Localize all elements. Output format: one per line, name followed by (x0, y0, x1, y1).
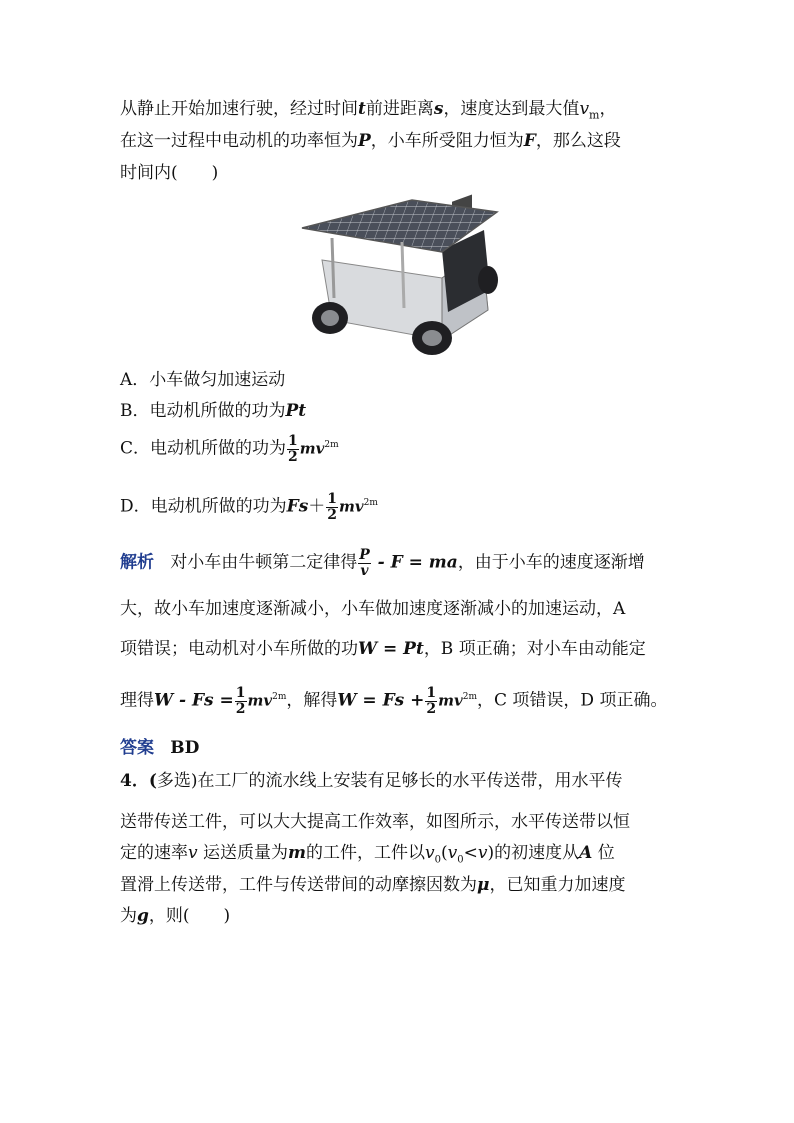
math-mu: μ (477, 875, 490, 895)
frac-den: 2 (235, 700, 246, 717)
analysis-line4 (120, 686, 667, 716)
math-mv: mv (438, 691, 463, 710)
fraction-half (287, 434, 299, 464)
text: ，由于小车的速度逐渐增 (457, 552, 645, 573)
option-b (120, 403, 306, 420)
math-W-Pt: W = Pt (358, 639, 424, 659)
text: ，速度达到最大值 (443, 99, 580, 119)
problem3-line1 (120, 101, 616, 120)
answer-label: 答案 (120, 738, 154, 758)
text: ， (599, 99, 617, 119)
text: ，已知重力加速度 (489, 875, 626, 895)
math-eq2: W = Fs + (337, 690, 425, 711)
plus-sign: ＋ (308, 496, 326, 517)
fraction-half (326, 492, 338, 522)
less-than: < (463, 843, 478, 863)
text: D．电动机所做的功为 (120, 496, 287, 517)
text: 置滑上传送带，工件与传送带间的动摩擦因数为 (120, 875, 477, 895)
frac-num: 1 (327, 491, 338, 507)
math-ma: ma (428, 552, 458, 573)
text: ，则( ) (148, 906, 231, 926)
math-mv-sup: 2m (462, 692, 477, 703)
math-g: g (137, 906, 149, 926)
fraction-half (235, 686, 247, 716)
math-m: m (288, 843, 307, 863)
problem3-line2 (120, 133, 621, 150)
frac-num: 1 (288, 433, 298, 449)
fraction-p-over-v (358, 548, 371, 578)
option-d (120, 492, 378, 522)
frac-num: 1 (426, 685, 437, 701)
frac-den: v (360, 562, 369, 579)
text: 理得 (120, 690, 154, 711)
text: ，B 项正确；对小车由动能定 (423, 639, 646, 659)
math-Pt: Pt (285, 401, 307, 421)
math-s: s (433, 99, 444, 119)
math-mv: mv (299, 439, 325, 458)
solar-car-figure (292, 190, 506, 360)
text: )的初速度从 (487, 843, 580, 863)
problem-number: 4．( (120, 771, 157, 791)
problem4-line4 (120, 877, 625, 894)
math-Fs: Fs (286, 496, 309, 517)
option-a: A．小车做匀加速运动 (120, 370, 286, 390)
text: 定的速率 (120, 843, 188, 863)
text: C．电动机所做的功为 (120, 438, 287, 459)
fraction-half (425, 686, 437, 716)
text: 前进距离 (365, 99, 434, 119)
frac-den: 2 (426, 700, 437, 717)
problem4-line2: 送带传送工件，可以大大提高工作效率，如图所示，水平传送带以恒 (120, 812, 630, 832)
math-v: v (188, 843, 198, 863)
text: ，那么这段 (535, 131, 621, 151)
problem4-line3 (120, 845, 615, 865)
problem4-line1 (120, 773, 623, 790)
math-mv-sup: 2m (272, 692, 287, 703)
math-F: F (523, 131, 536, 151)
math-mv-sup: 2m (363, 498, 378, 509)
math-mv: mv (339, 497, 364, 516)
option-c (120, 434, 339, 464)
analysis-line2: 大，故小车加速度逐渐减小，小车做加速度逐渐减小的加速运动，A (120, 599, 626, 619)
problem3-line3: 时间内( ) (120, 163, 219, 183)
frac-num: 1 (235, 685, 246, 701)
math-A: A (579, 843, 593, 863)
text: 项错误；电动机对小车所做的功 (120, 639, 358, 659)
text: 在这一过程中电动机的功率恒为 (120, 131, 358, 151)
math-eq1: W - Fs = (154, 690, 234, 711)
text: 的工件，工件以 (306, 843, 426, 863)
text: ，解得 (286, 690, 338, 711)
math-v0-sub: 0 (457, 854, 464, 866)
math-t: t (358, 99, 366, 119)
analysis-line3 (120, 641, 646, 658)
text: 运送质量为 (203, 843, 289, 863)
math-P: P (358, 131, 371, 151)
math-minus-F: - F = (371, 552, 429, 573)
frac-den: 2 (288, 448, 298, 465)
answer-line (120, 740, 199, 757)
text: ，小车所受阻力恒为 (370, 131, 524, 151)
text: )在工厂的流水线上安装有足够长的水平传送带，用水平传 (190, 771, 623, 791)
math-v0: v (425, 843, 435, 863)
text: 对小车由牛顿第二定律得 (170, 552, 358, 573)
text: ，C 项错误，D 项正确。 (477, 690, 668, 711)
math-mv: mv (247, 691, 273, 710)
analysis-line1 (120, 548, 645, 578)
math-v: v (477, 843, 488, 863)
frac-num: P (359, 547, 370, 563)
problem4-line5 (120, 908, 230, 925)
math-v0-sub: 0 (434, 854, 441, 866)
analysis-label: 解析 (120, 552, 154, 573)
math-mv-sup: 2m (324, 440, 339, 451)
math-vm: v (579, 99, 590, 119)
text: 为 (120, 906, 137, 926)
paren: ( (441, 843, 448, 863)
multi-select-tag: 多选 (156, 771, 191, 791)
answer-value: BD (170, 738, 200, 758)
text: B．电动机所做的功为 (120, 401, 286, 421)
frac-den: 2 (327, 506, 338, 523)
math-v0: v (447, 843, 458, 863)
text: 从静止开始加速行驶，经过时间 (120, 99, 358, 119)
text: 位 (597, 843, 615, 863)
math-vm-sub: m (589, 108, 600, 122)
